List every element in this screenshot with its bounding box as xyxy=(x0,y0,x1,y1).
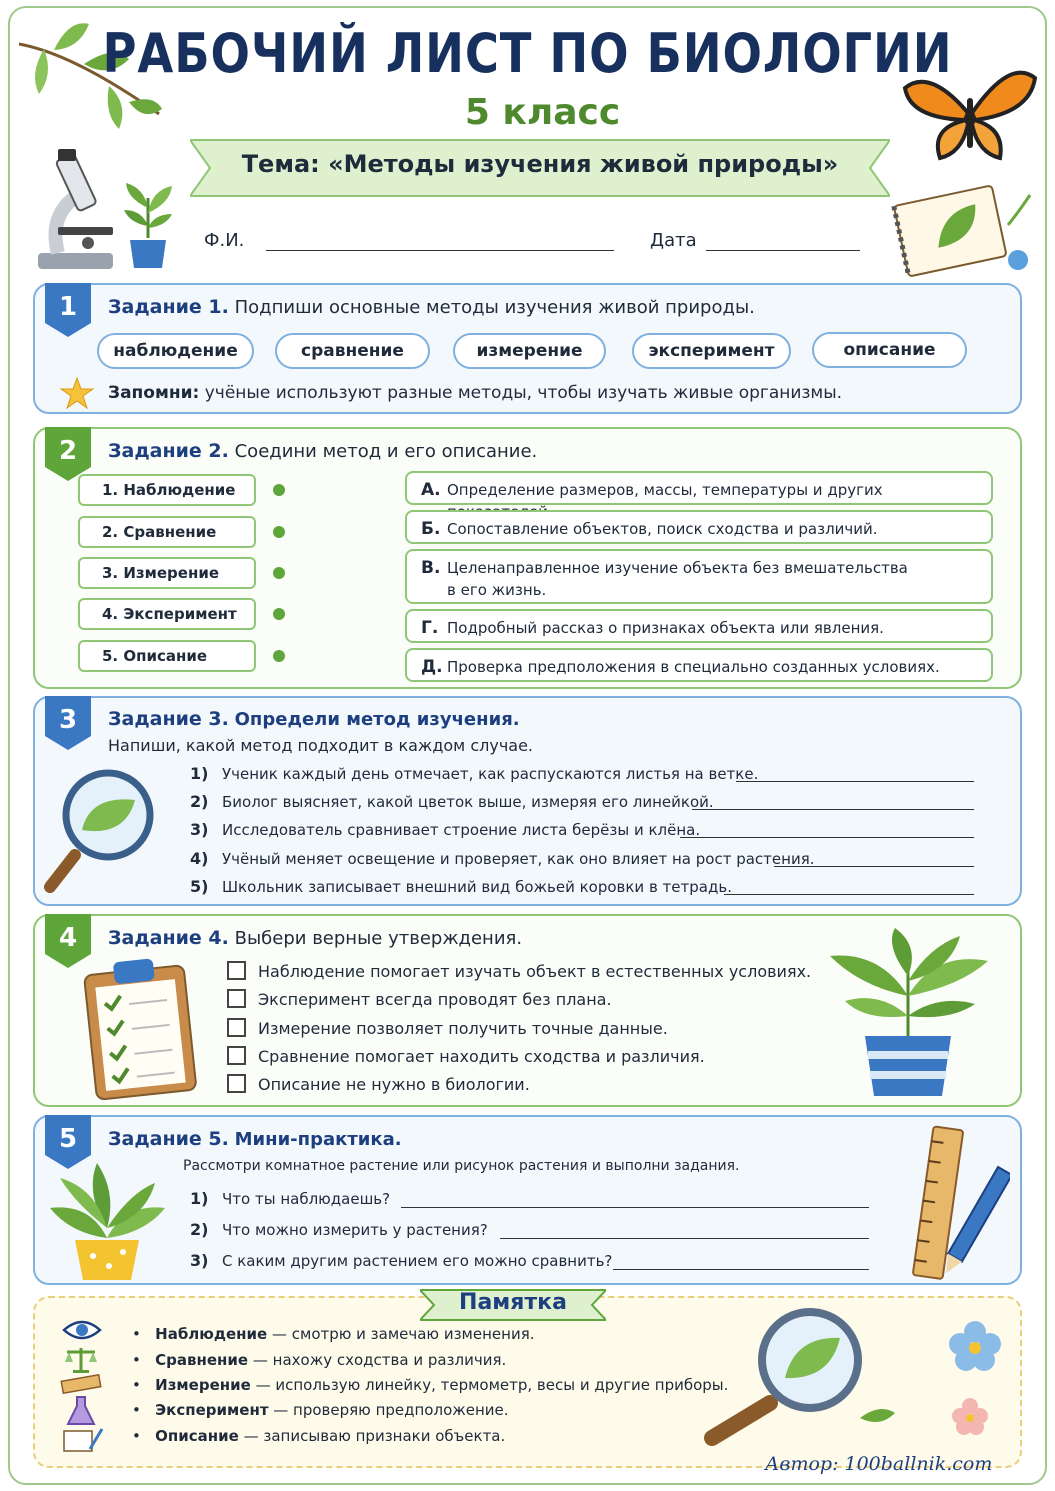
task3-question: 1) Ученик каждый день отмечает, как распускаются листья на ветке. xyxy=(190,764,759,783)
answer-line[interactable] xyxy=(680,837,974,838)
match-dot[interactable] xyxy=(273,526,285,538)
task5-question: 3) С каким другим растением его можно сравнить? xyxy=(190,1251,613,1270)
match-dot[interactable] xyxy=(273,608,285,620)
topic-title: Тема: «Методы изучения живой природы» xyxy=(241,150,839,178)
method-pill-comparison[interactable]: сравнение xyxy=(275,333,430,369)
magnifier-leaf-icon xyxy=(40,765,160,895)
match-description-item: Д. Проверка предположения в специально созданных условиях. xyxy=(405,648,993,682)
name-label: Ф.И. xyxy=(204,230,245,251)
magnifier-leaf-large-icon xyxy=(700,1308,900,1448)
match-method-item: 3. Измерение xyxy=(78,557,256,589)
answer-line[interactable] xyxy=(774,866,974,867)
ruler-pencil-icon xyxy=(905,1123,1010,1283)
plant-icon xyxy=(820,926,995,1101)
answer-line[interactable] xyxy=(736,781,974,782)
answer-line[interactable] xyxy=(613,1269,869,1270)
task4-title: Задание 4. Выбери верные утверждения. xyxy=(108,927,523,949)
task3-question: 4) Учёный меняет освещение и проверяет, как оно влияет на рост растения. xyxy=(190,849,815,868)
author-credit: Автор: 100ballnik.com xyxy=(765,1453,993,1475)
task3-title: Задание 3. Определи метод изучения. xyxy=(108,708,520,730)
match-description-item: Б. Сопоставление объектов, поиск сходства и различий. xyxy=(405,510,993,544)
task1-title: Задание 1. Подпиши основные методы изучения живой природы. xyxy=(108,296,755,318)
match-method-item: 1. Наблюдение xyxy=(78,474,256,506)
notepad-icon xyxy=(62,1427,104,1453)
match-dot[interactable] xyxy=(273,567,285,579)
answer-line[interactable] xyxy=(724,894,974,895)
task3-subtitle: Напиши, какой метод подходит в каждом случае. xyxy=(108,736,534,755)
notebook-icon xyxy=(890,185,1040,280)
match-method-item: 5. Описание xyxy=(78,640,256,672)
memo-item: • Измерение — использую линейку, термометр, весы и другие приборы. xyxy=(132,1376,729,1394)
yellow-pot-plant-icon xyxy=(45,1158,170,1283)
star-icon xyxy=(60,377,94,409)
match-description-item: В. Целенаправленное изучение объекта без вмешательства в его жизнь. xyxy=(405,549,993,604)
statement-row: Наблюдение помогает изучать объект в естественных условиях. xyxy=(227,961,811,981)
task5-subtitle: Рассмотри комнатное растение или рисунок растения и выполни задания. xyxy=(183,1158,740,1174)
task4-number: 4 xyxy=(58,923,78,953)
method-pill-experiment[interactable]: эксперимент xyxy=(632,333,791,369)
memo-title: Памятка xyxy=(459,1290,567,1315)
memo-item: • Описание — записываю признаки объекта. xyxy=(132,1427,506,1445)
memo-item: • Эксперимент — проверяю предположение. xyxy=(132,1401,509,1419)
method-pill-measurement[interactable]: измерение xyxy=(453,333,606,369)
match-description-item: Г. Подробный рассказ о признаках объекта или явления. xyxy=(405,609,993,643)
scales-icon xyxy=(63,1344,99,1374)
task3-question: 3) Исследователь сравнивает строение листа берёзы и клёна. xyxy=(190,820,701,839)
memo-item: • Сравнение — нахожу сходства и различия. xyxy=(132,1351,507,1369)
task5-number: 5 xyxy=(58,1124,78,1154)
task2-title: Задание 2. Соедини метод и его описание. xyxy=(108,440,538,462)
date-field[interactable] xyxy=(706,250,860,251)
task2-number: 2 xyxy=(58,436,78,466)
task3-question: 2) Биолог выясняет, какой цветок выше, измеряя его линейкой. xyxy=(190,792,714,811)
statement-row: Описание не нужно в биологии. xyxy=(227,1074,530,1094)
statement-checkbox[interactable] xyxy=(227,1046,246,1065)
ruler-icon xyxy=(60,1374,102,1394)
answer-line[interactable] xyxy=(401,1207,869,1208)
statement-checkbox[interactable] xyxy=(227,961,246,980)
grade-label: 5 класс xyxy=(464,92,621,133)
match-method-item: 4. Эксперимент xyxy=(78,598,256,630)
microscope-icon xyxy=(28,145,123,275)
remember-note: Запомни: учёные используют разные методы, чтобы изучать живые организмы. xyxy=(108,383,843,403)
task3-number: 3 xyxy=(58,705,78,735)
match-description-item: А. Определение размеров, массы, температуры и других xyxy=(405,471,993,505)
statement-checkbox[interactable] xyxy=(227,1074,246,1093)
match-dot[interactable] xyxy=(273,484,285,496)
statement-row: Измерение позволяет получить точные данные. xyxy=(227,1018,668,1038)
task1-number: 1 xyxy=(58,292,78,322)
page-title: РАБОЧИЙ ЛИСТ ПО БИОЛОГИИ xyxy=(102,22,953,85)
flask-icon xyxy=(66,1395,96,1427)
statement-row: Эксперимент всегда проводят без плана. xyxy=(227,989,612,1009)
task5-question: 2) Что можно измерить у растения? xyxy=(190,1220,488,1239)
statement-row: Сравнение помогает находить сходства и различия. xyxy=(227,1046,705,1066)
match-dot[interactable] xyxy=(273,650,285,662)
task5-title: Задание 5. Мини-практика. xyxy=(108,1128,402,1150)
clipboard-icon xyxy=(80,955,205,1100)
task3-question: 5) Школьник записывает внешний вид божьей коровки в тетрадь. xyxy=(190,877,732,896)
memo-item: • Наблюдение — смотрю и замечаю изменения. xyxy=(132,1325,535,1343)
flowers-icon xyxy=(940,1312,1010,1442)
method-pill-observation[interactable]: наблюдение xyxy=(97,333,254,369)
statement-checkbox[interactable] xyxy=(227,1018,246,1037)
eye-icon xyxy=(62,1316,102,1344)
potted-plant-icon xyxy=(122,178,174,273)
date-label: Дата xyxy=(650,230,697,251)
task5-question: 1) Что ты наблюдаешь? xyxy=(190,1189,391,1208)
match-method-item: 2. Сравнение xyxy=(78,516,256,548)
method-pill-description[interactable]: описание xyxy=(812,332,967,368)
name-field[interactable] xyxy=(266,250,614,251)
answer-line[interactable] xyxy=(692,809,974,810)
statement-checkbox[interactable] xyxy=(227,989,246,1008)
answer-line[interactable] xyxy=(500,1238,869,1239)
